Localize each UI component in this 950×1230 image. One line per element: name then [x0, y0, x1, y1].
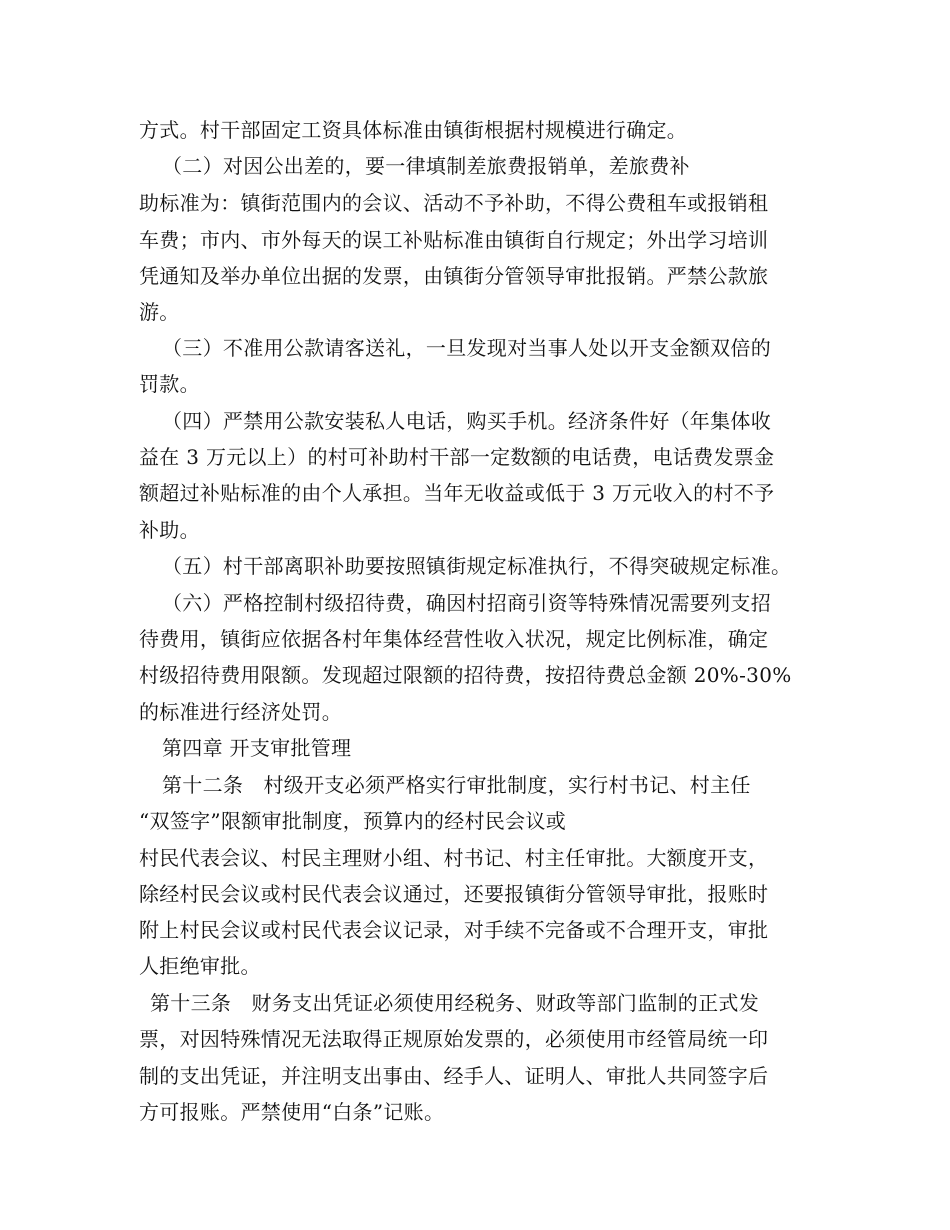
text-line: （二）对因公出差的，要一律填制差旅费报销单，差旅费补	[162, 154, 690, 178]
text-line: 村民代表会议、村民主理财小组、村书记、村主任审批。大额度开支，	[139, 846, 769, 870]
text-line: 附上村民会议或村民代表会议记录，对手续不完备或不合理开支，审批	[139, 918, 769, 942]
text-line: 助标准为：镇街范围内的会议、活动不予补助，不得公费租车或报销租	[139, 191, 769, 215]
text-line: （三）不准用公款请客送礼，一旦发现对当事人处以开支金额双倍的	[162, 336, 771, 360]
text-line: 待费用，镇街应依据各村年集体经营性收入状况，规定比例标准，确定	[139, 627, 769, 651]
text-line: 游。	[139, 300, 180, 324]
text-line: 制的支出凭证，并注明支出事由、经手人、证明人、审批人共同签字后	[139, 1064, 769, 1088]
text-line: 车费；市内、市外每天的误工补贴标准由镇街自行规定；外出学习培训	[139, 228, 769, 252]
text-line: 第十三条 财务支出凭证必须使用经税务、财政等部门监制的正式发	[150, 991, 759, 1015]
text-line: 补助。	[139, 518, 200, 542]
text-line: 额超过补贴标准的由个人承担。当年无收益或低于 3 万元收入的村不予	[139, 481, 775, 505]
text-line: 凭通知及举办单位出据的发票，由镇街分管领导审批报销。严禁公款旅	[139, 264, 769, 288]
text-line: 人拒绝审批。	[139, 954, 261, 978]
text-line: （四）严禁用公款安装私人电话，购买手机。经济条件好（年集体收	[162, 409, 771, 433]
text-line: 第十二条 村级开支必须严格实行审批制度，实行村书记、村主任	[162, 773, 751, 797]
text-line: 方式。村干部固定工资具体标准由镇街根据村规模进行确定。	[139, 118, 688, 142]
text-line: 票，对因特殊情况无法取得正规原始发票的，必须使用市经管局统一印	[139, 1027, 769, 1051]
text-line: “双签字”限额审批制度，预算内的经村民会议或	[139, 809, 567, 833]
text-line: （五）村干部离职补助要按照镇街规定标准执行，不得突破规定标准。	[162, 554, 792, 578]
chapter-heading: 第四章 开支审批管理	[162, 736, 352, 760]
text-line: 村级招待费用限额。发现超过限额的招待费，按招待费总金额 20%-30%	[139, 663, 792, 687]
text-line: （六）严格控制村级招待费，确因村招商引资等特殊情况需要列支招	[162, 591, 771, 615]
text-line: 除经村民会议或村民代表会议通过，还要报镇街分管领导审批，报账时	[139, 882, 769, 906]
text-line: 罚款。	[139, 372, 200, 396]
text-line: 方可报账。严禁使用“白条”记账。	[139, 1100, 445, 1124]
text-line: 的标准进行经济处罚。	[139, 700, 342, 724]
text-line: 益在 3 万元以上）的村可补助村干部一定数额的电话费，电话费发票金	[139, 445, 775, 469]
